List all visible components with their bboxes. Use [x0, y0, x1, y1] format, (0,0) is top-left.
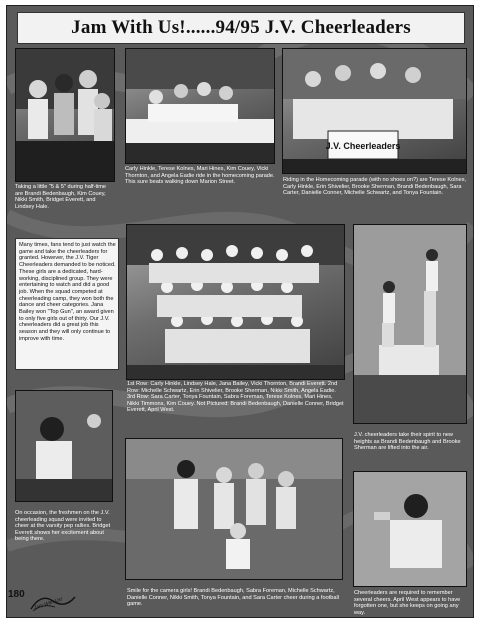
caption-remember-cheers: Cheerleaders are required to remember several cheers. April West appears to have forgotten one, but she keeps on going any way.: [354, 590, 461, 616]
banner-text: J.V. Cheerleaders: [325, 141, 401, 151]
story-text: Many times, fans tend to just watch the game and take the cheerleaders for granted. However, the J.V. Tiger Cheerleaders demanded to be noticed. These girls are a dedicated, hard-working, disciplined group. They were entertaining to watch and did a good job. When the squad competed at cheerleading camp, they won both the dance and cheer categories. Jana Bailey won "Top Gun", an award given to only five girls out of thirty. Our J.V. cheerleaders did a great job this season and they will only continue to improve with time.: [19, 242, 116, 342]
page-number: 180: [8, 589, 25, 600]
caption-halftime: Taking a little "5 & 5" during half-time are Brandi Bedenbaugh, Kim Couey, Nikki Smith, Bridget Everett, and Lindsey Hale.: [15, 184, 107, 210]
story-textbox: [15, 238, 119, 370]
page-title: Jam With Us!......94/95 J.V. Cheerleaders: [17, 12, 465, 44]
photo-football-game-cheer: [125, 438, 343, 580]
caption-parade: Riding in the Homecoming parade (with no shoes on?) are Terese Kolnes, Carly Hinkle, Erin Shivelier, Brooke Sherman, Brandi Bedenbaugh, Sara Carter, Danielle Conner, Michelle Schwartz, and Tonya Fountain.: [283, 177, 467, 197]
photo-halftime-group: [15, 48, 115, 182]
photo-pyramid-lift: [353, 224, 467, 424]
caption-lift: J.V. cheerleaders take their spirit to new heights as Brandi Bedenbaugh and Brooke Sherman are lifted into the air.: [354, 432, 461, 452]
logo-text: Jam With Us!: [33, 596, 64, 612]
photo-remembering-cheer: [353, 471, 467, 587]
photo-homecoming-float: [125, 48, 275, 164]
photo-freshmen-pep-rally: [15, 390, 113, 502]
caption-group-roster: 1st Row: Carly Hinkle, Lindsey Hale, Jana Bailey, Vicki Thornton, Brandi Everett. 2nd Row: Michelle Schwartz, Erin Shivelier, Brooke Sherman, Nikki Smith, Angela Eadie. 3rd Row: Sara Carter, Tonya Fountain, Sabra Foreman, Terese Kolnes, Mari Hines, Nikki Timmons, Kim Couey. Not Pictured: Brandi Bedenbaugh, Danielle Conner, Bridget Everett, April West.: [127, 381, 344, 414]
caption-homecoming-float: Carly Hinkle, Terese Kolnes, Mari Hines, Kim Couey, Vicki Thornton, and Angela Eadie ride in the homecoming parade. This sure beats walking down Marion Street.: [125, 166, 275, 186]
photo-parade-float: [282, 48, 467, 174]
photo-group-squad: [126, 224, 345, 380]
caption-freshmen: On occasion, the freshmen on the J.V. cheerleading squad were invited to cheer at the varsity pep rallies. Bridget Everett shows her excitement about being there.: [15, 510, 111, 543]
caption-football-game: Smile for the camera girls! Brandi Bedenbaugh, Sabra Foreman, Michelle Schwartz, Danielle Conner, Nikki Smith, Tonya Fountain, and Sara Carter cheer during a football game.: [127, 588, 339, 608]
yearbook-page: [6, 5, 474, 618]
